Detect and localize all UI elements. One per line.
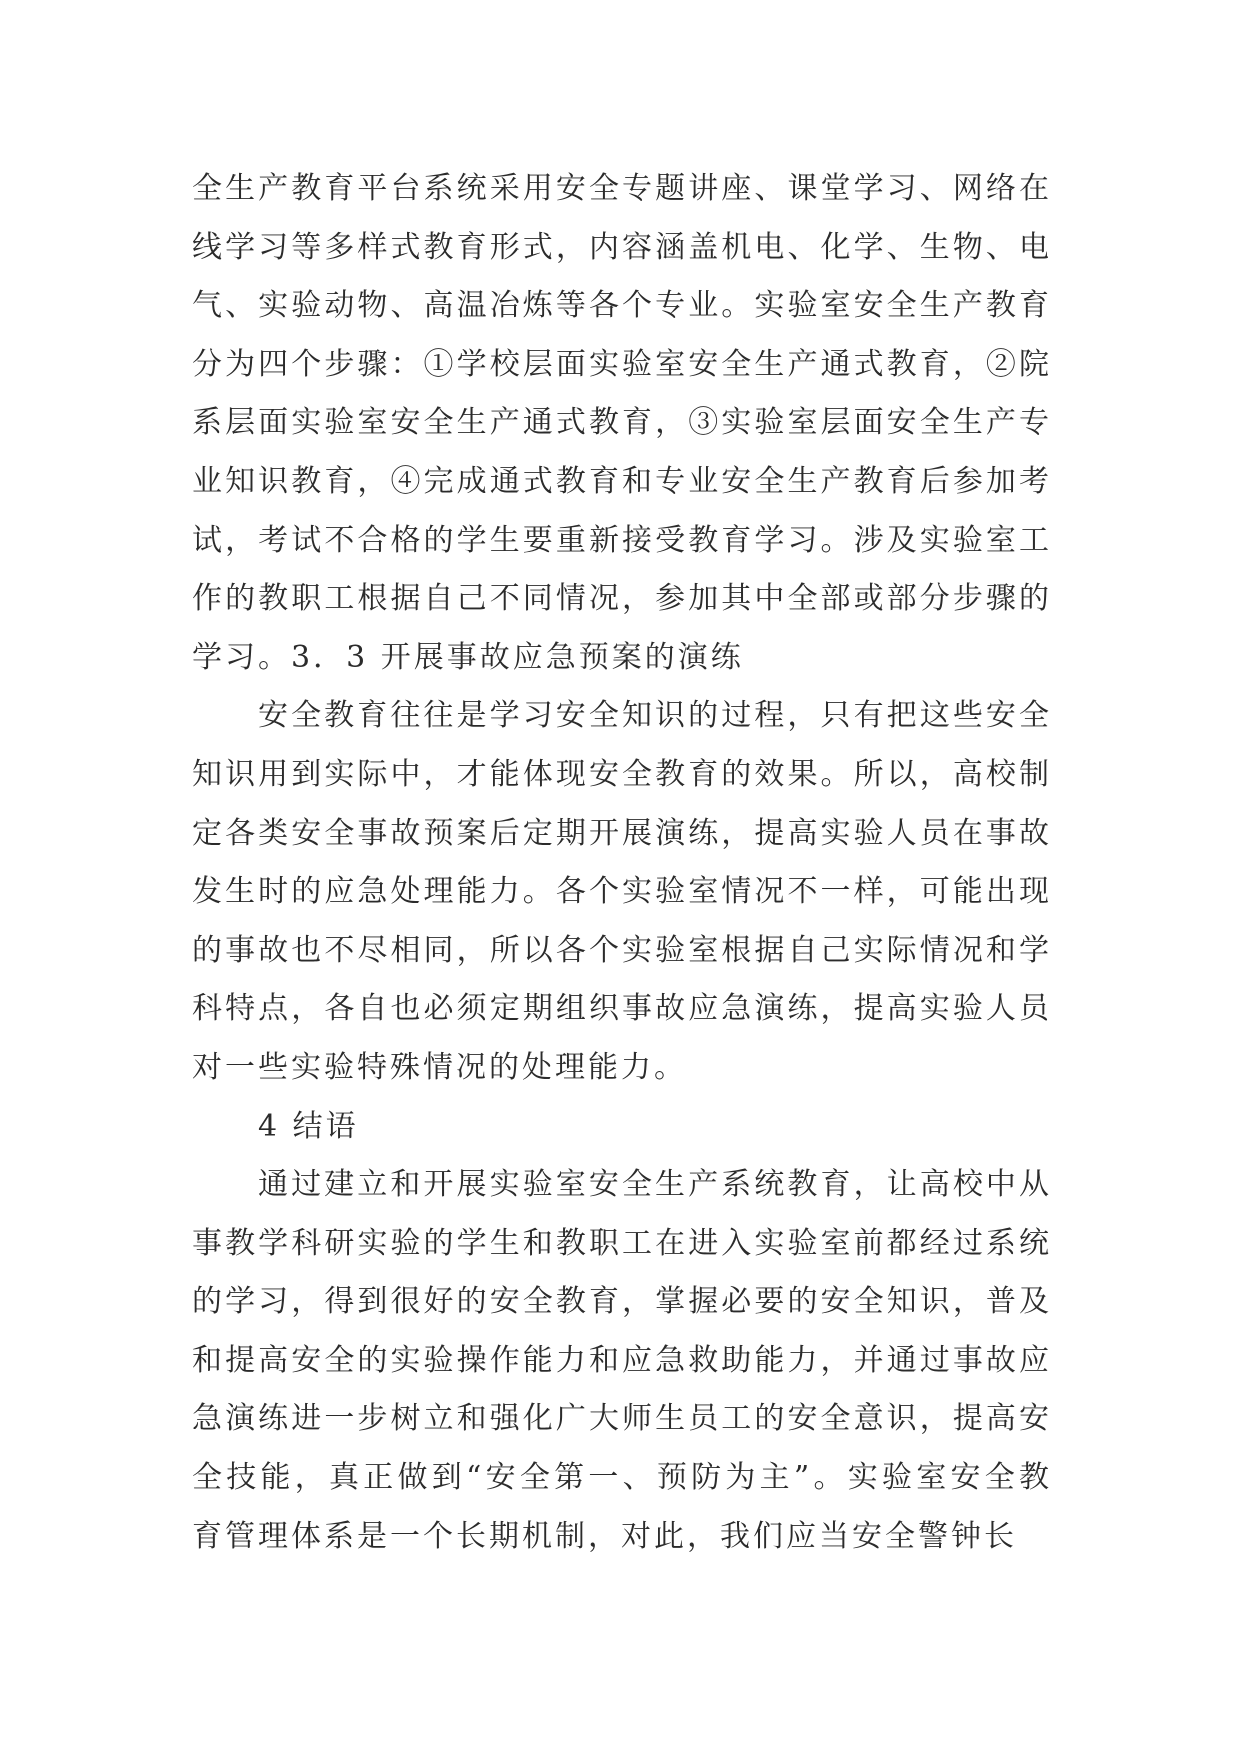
section-heading-conclusion: 4 结语 xyxy=(258,1108,359,1144)
paragraph-emergency-drill: 安全教育往往是学习安全知识的过程，只有把这些安全知识用到实际中，才能体现安全教育的效果。所以，高校制定各类安全事故预案后定期开展演练，提高实验人员在事故发生时的应急处理能力。各个实验室情况不一样，可能出现的事故也不尽相同，所以各个实验室根据自己实际情况和学科特点，各自也必须定期组织事故应急演练，提高实验人员对一些实验特殊情况的处理能力。 xyxy=(192,698,1052,1085)
body-text xyxy=(192,160,1052,1566)
paragraph-conclusion: 通过建立和开展实验室安全生产系统教育，让高校中从事教学科研实验的学生和教职工在进入实验室前都经过系统的学习，得到很好的安全教育，掌握必要的安全知识，普及和提高安全的实验操作能力和应急救助能力，并通过事故应急演练进一步树立和强化广大师生员工的安全意识，提高安全技能，真正做到“安全第一、预防为主”。实验室安全教育管理体系是一个长期机制，对此，我们应当安全警钟长 xyxy=(192,1167,1052,1554)
paragraph-lab-safety-steps: 全生产教育平台系统采用安全专题讲座、课堂学习、网络在线学习等多样式教育形式，内容涵盖机电、化学、生物、电气、实验动物、高温冶炼等各个专业。实验室安全生产教育分为四个步骤：①学校层面实验室安全生产通式教育，②院系层面实验室安全生产通式教育，③实验室层面安全生产专业知识教育，④完成通式教育和专业安全生产教育后参加考试，考试不合格的学生要重新接受教育学习。涉及实验室工作的教职工根据自己不同情况，参加其中全部或部分步骤的学习。3．3 开展事故应急预案的演练 xyxy=(192,171,1052,675)
